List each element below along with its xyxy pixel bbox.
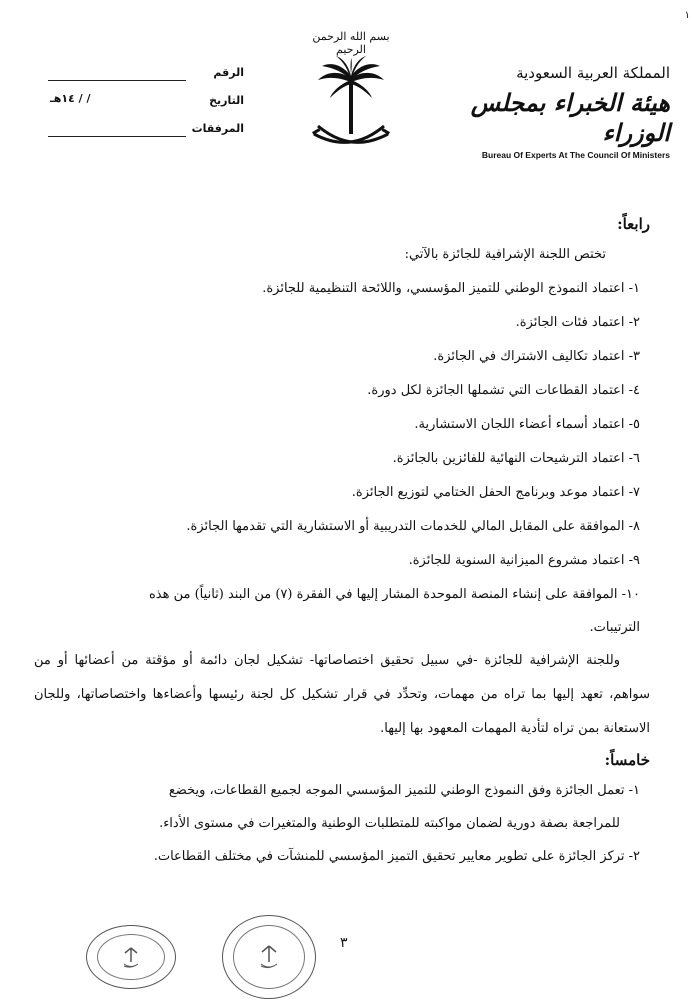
section-heading-fourth: رابعاً: [617,215,650,233]
reference-row [44,58,244,86]
bureau-name-arabic: هيئة الخبراء بمجلس الوزراء [470,88,670,147]
official-stamp-right [222,915,316,999]
list-item-1-line-1: ١- تعمل الجائزة وفق النموذج الوطني للتميز المؤسسي الموجه لجميع القطاعات، ويخضع [168,783,640,798]
attachments-label: المرفقات [191,122,244,135]
stamp-emblem-icon [121,944,141,970]
institution-block [440,64,670,160]
reference-block [44,58,244,142]
official-stamp-left [86,925,176,989]
list-item: ٤- اعتماد القطاعات التي تشملها الجائزة لكل دورة. [367,383,640,398]
list-item-10-line-1: ١٠- الموافقة على إنشاء المنصة الموحدة المشار إليها في الفقرة (٧) من البند (ثانياً) من هذه [149,587,640,602]
bureau-name-english: Bureau Of Experts At The Council Of Ministers [481,150,670,160]
stamp-emblem-icon [258,942,280,970]
page-number: ٣ [340,935,348,951]
list-item: ٩- اعتماد مشروع الميزانية السنوية للجائزة. [408,553,640,568]
list-item-10-line-2: الترتيبات. [589,620,640,635]
list-item: ٧- اعتماد موعد وبرنامج الحفل الختامي لتوزيع الجائزة. [351,485,640,500]
kingdom-name: المملكة العربية السعودية [516,64,670,82]
document-body [34,210,650,874]
date-label: التاريخ [209,94,244,107]
attachments-row [44,114,244,142]
date-row [44,86,244,114]
list-item: ٨- الموافقة على المقابل المالي للخدمات التدريبية أو الاستشارية التي تقدمها الجائزة. [186,519,640,534]
basmala: بسم الله الرحمن الرحيم [312,30,390,56]
list-item: ٣- اعتماد تكاليف الاشتراك في الجائزة. [433,349,640,364]
list-item-1-line-2: للمراجعة بصفة دورية لضمان مواكبته للمتطلبات الوطنية والمتغيرات في مستوى الأداء. [159,816,620,831]
attachments-line [48,136,186,137]
corner-mark: ١ [684,10,690,21]
section-intro: تختص اللجنة الإشرافية للجائزة بالآتي: [404,247,606,262]
date-format: / / ١٤هـ [50,92,91,105]
section-heading-fifth: خامساً: [604,751,650,769]
reference-label: الرقم [213,66,244,79]
emblem [296,30,406,160]
list-item: ١- اعتماد النموذج الوطني للتميز المؤسسي، واللائحة التنظيمية للجائزة. [262,281,640,296]
list-item-2: ٢- تركز الجائزة على تطوير معايير تحقيق التميز المؤسسي للمنشآت في مختلف القطاعات. [153,849,640,864]
reference-line [48,80,186,81]
committees-paragraph: وللجنة الإشرافية للجائزة -في سبيل تحقيق اختصاصاتها- تشكيل لجان دائمة أو مؤقتة من أعضائها أو من سواهم، تعهد إليها بما تراه من مهمات، وتحدِّد في قرار تشكيل كل لجنة رئيسها وأعضاءها واختصاصاتها، وللجان الاستعانة بمن تراه لتأدية المهمات المعهود بها إليها. [34,653,650,736]
palm-swords-emblem-icon [296,30,406,160]
list-item: ٦- اعتماد الترشيحات النهائية للفائزين بالجائزة. [392,451,640,466]
list-item: ٢- اعتماد فئات الجائزة. [515,315,640,330]
list-item: ٥- اعتماد أسماء أعضاء اللجان الاستشارية. [414,417,640,432]
